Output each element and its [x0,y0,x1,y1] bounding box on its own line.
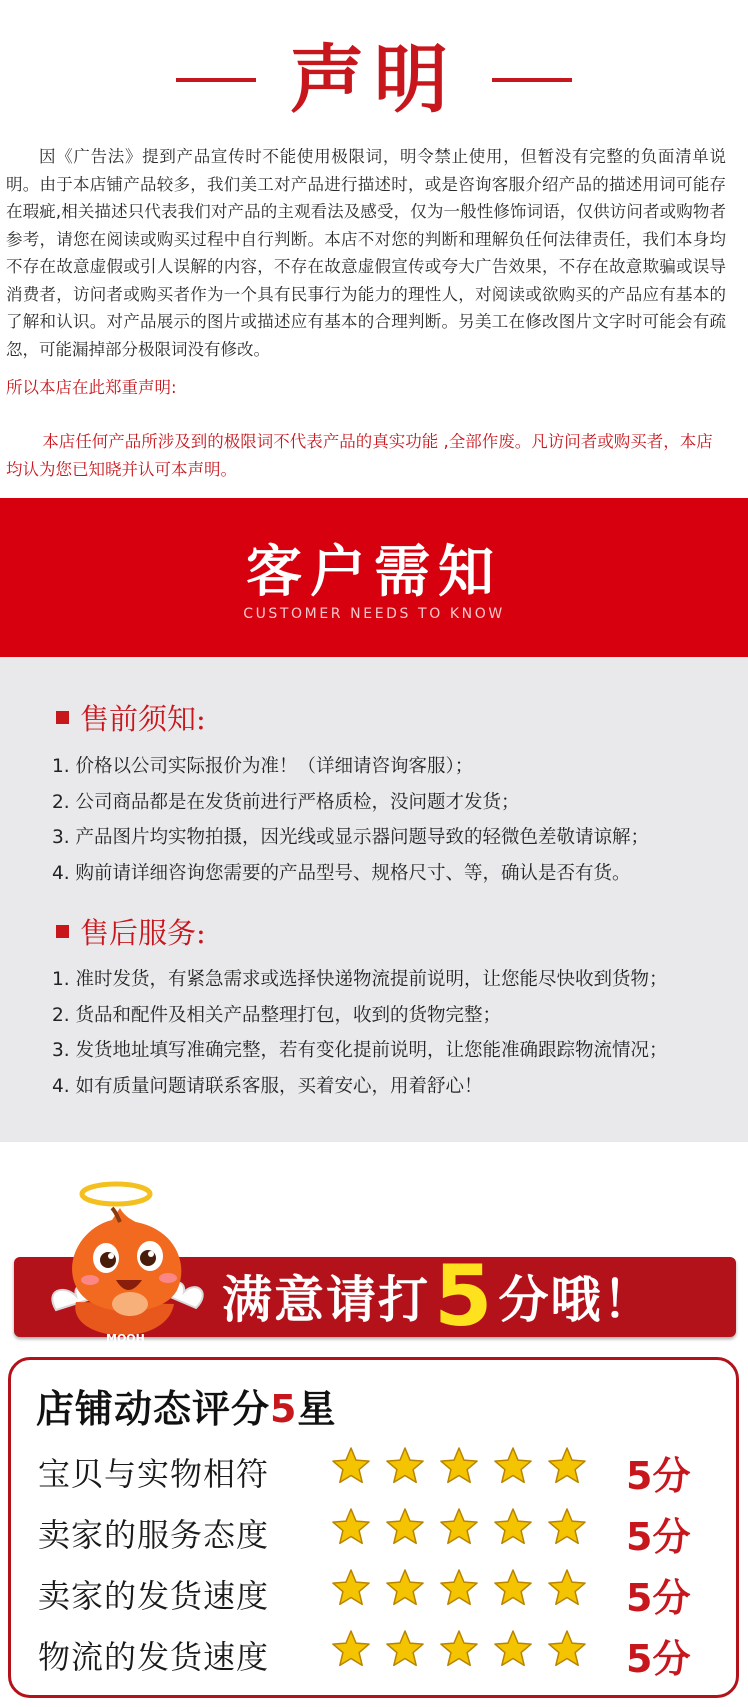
declaration-statement: 本店任何产品所涉及到的极限词不代表产品的真实功能 ,全部作废。凡访问者或购买者，本店均认为您已知晓并认可本声明。 [6,432,713,479]
list-item: 2. 货品和配件及相关产品整理打包，收到的货物完整； [52,1004,502,1026]
rating-title-before: 店铺动态评分 [36,1387,271,1431]
star-icon [438,1628,480,1670]
presale-list [52,749,649,892]
banner-title: 客户需知 [246,540,502,605]
rating-stars [330,1567,588,1609]
star-icon [384,1628,426,1670]
declaration-title-text: 声明 [290,37,458,123]
list-item: 1. 准时发货，有紧急需求或选择快递物流提前说明，让您能尽快收到货物； [52,969,668,990]
declaration-so-line: 所以本店在此郑重声明: [6,378,177,397]
customer-notice-banner [0,498,748,657]
title-dash-left [176,78,256,82]
star-icon [546,1628,588,1670]
declaration-title [0,30,748,130]
title-dash-right [492,78,572,82]
rating-score: 5分 [626,1576,691,1620]
star-icon [330,1506,372,1548]
aftersale-heading [56,911,206,952]
presale-heading-text: 售前须知: [80,702,206,736]
notice-panel [0,657,748,1142]
star-icon [330,1445,372,1487]
rating-row [38,1626,718,1686]
rating-label: 物流的发货速度 [38,1638,270,1676]
star-icon [384,1506,426,1548]
star-icon [438,1506,480,1548]
rating-title-after: 星 [297,1387,337,1431]
presale-heading [56,697,206,738]
mascot-icon [46,1172,216,1350]
satisfaction-text-after: 分哦！ [498,1271,655,1329]
satisfaction-number: 5 [434,1247,495,1345]
rating-label: 卖家的服务态度 [38,1516,270,1554]
rating-score: 5分 [626,1637,691,1681]
rating-stars [330,1506,588,1548]
star-icon [384,1445,426,1487]
banner-subtitle: CUSTOMER NEEDS TO KNOW [243,606,505,622]
aftersale-heading-text: 售后服务: [80,916,206,950]
bullet-square-icon [56,711,69,724]
satisfaction-text-before: 满意请打 [222,1271,430,1329]
bullet-square-icon [56,925,69,938]
rating-label: 宝贝与实物相符 [38,1455,270,1493]
list-item: 4. 购前请详细咨询您需要的产品型号、规格尺寸、等，确认是否有货。 [52,863,631,885]
rating-score: 5分 [626,1515,691,1559]
star-icon [546,1445,588,1487]
list-item: 2. 公司商品都是在发货前进行严格质检，没问题才发货； [52,791,520,813]
rating-score: 5分 [626,1454,691,1498]
star-icon [492,1628,534,1670]
list-item: 3. 发货地址填写准确完整，若有变化提前说明，让您能准确跟踪物流情况； [52,1040,668,1062]
star-icon [438,1567,480,1609]
star-icon [384,1567,426,1609]
aftersale-list [52,962,668,1105]
star-icon [330,1628,372,1670]
rating-row [38,1443,718,1503]
rating-stars [330,1628,588,1670]
list-item: 4. 如有质量问题请联系客服，买着安心，用着舒心！ [52,1076,483,1098]
rating-stars [330,1445,588,1487]
mascot-text: MOOH [106,1332,145,1345]
star-icon [546,1567,588,1609]
star-icon [546,1506,588,1548]
rating-row [38,1504,718,1564]
list-item: 1. 价格以公司实际报价为准！（详细请咨询客服）； [52,756,474,777]
rating-title-number: 5 [270,1387,298,1431]
star-icon [330,1567,372,1609]
satisfaction-text [222,1247,655,1345]
rating-label: 卖家的发货速度 [38,1577,270,1615]
star-icon [438,1445,480,1487]
rating-row [38,1565,718,1625]
list-item: 3. 产品图片均实物拍摄，因光线或显示器问题导致的轻微色差敬请谅解； [52,827,650,849]
star-icon [492,1567,534,1609]
star-icon [492,1506,534,1548]
star-icon [492,1445,534,1487]
declaration-body: 因《广告法》提到产品宣传时不能使用极限词，明令禁止使用，但暂没有完整的负面清单说明。由于本店铺产品较多，我们美工对产品进行描述时，或是咨询客服介绍产品的描述用词可能存在瑕疵,相关描述只代表我们对产品的主观看法及感受，仅为一般性修饰词语，仅供访问者或购物者参考，请您在阅读或购买过程中自行判断。本店不对您的判断和理解负任何法律责任，我们本身均不存在故意虚假或引人误解的内容，不存在故意虚假宣传或夸大广告效果，不存在故意欺骗或误导消费者，访问者或购买者作为一个具有民事行为能力的理性人，对阅读或欲购买的产品应有基本的了解和认识。对产品展示的图片或描述应有基本的合理判断。另美工在修改图片文字时可能会有疏忽，可能漏掉部分极限词没有修改。 [6,147,726,359]
rating-title [36,1378,336,1433]
